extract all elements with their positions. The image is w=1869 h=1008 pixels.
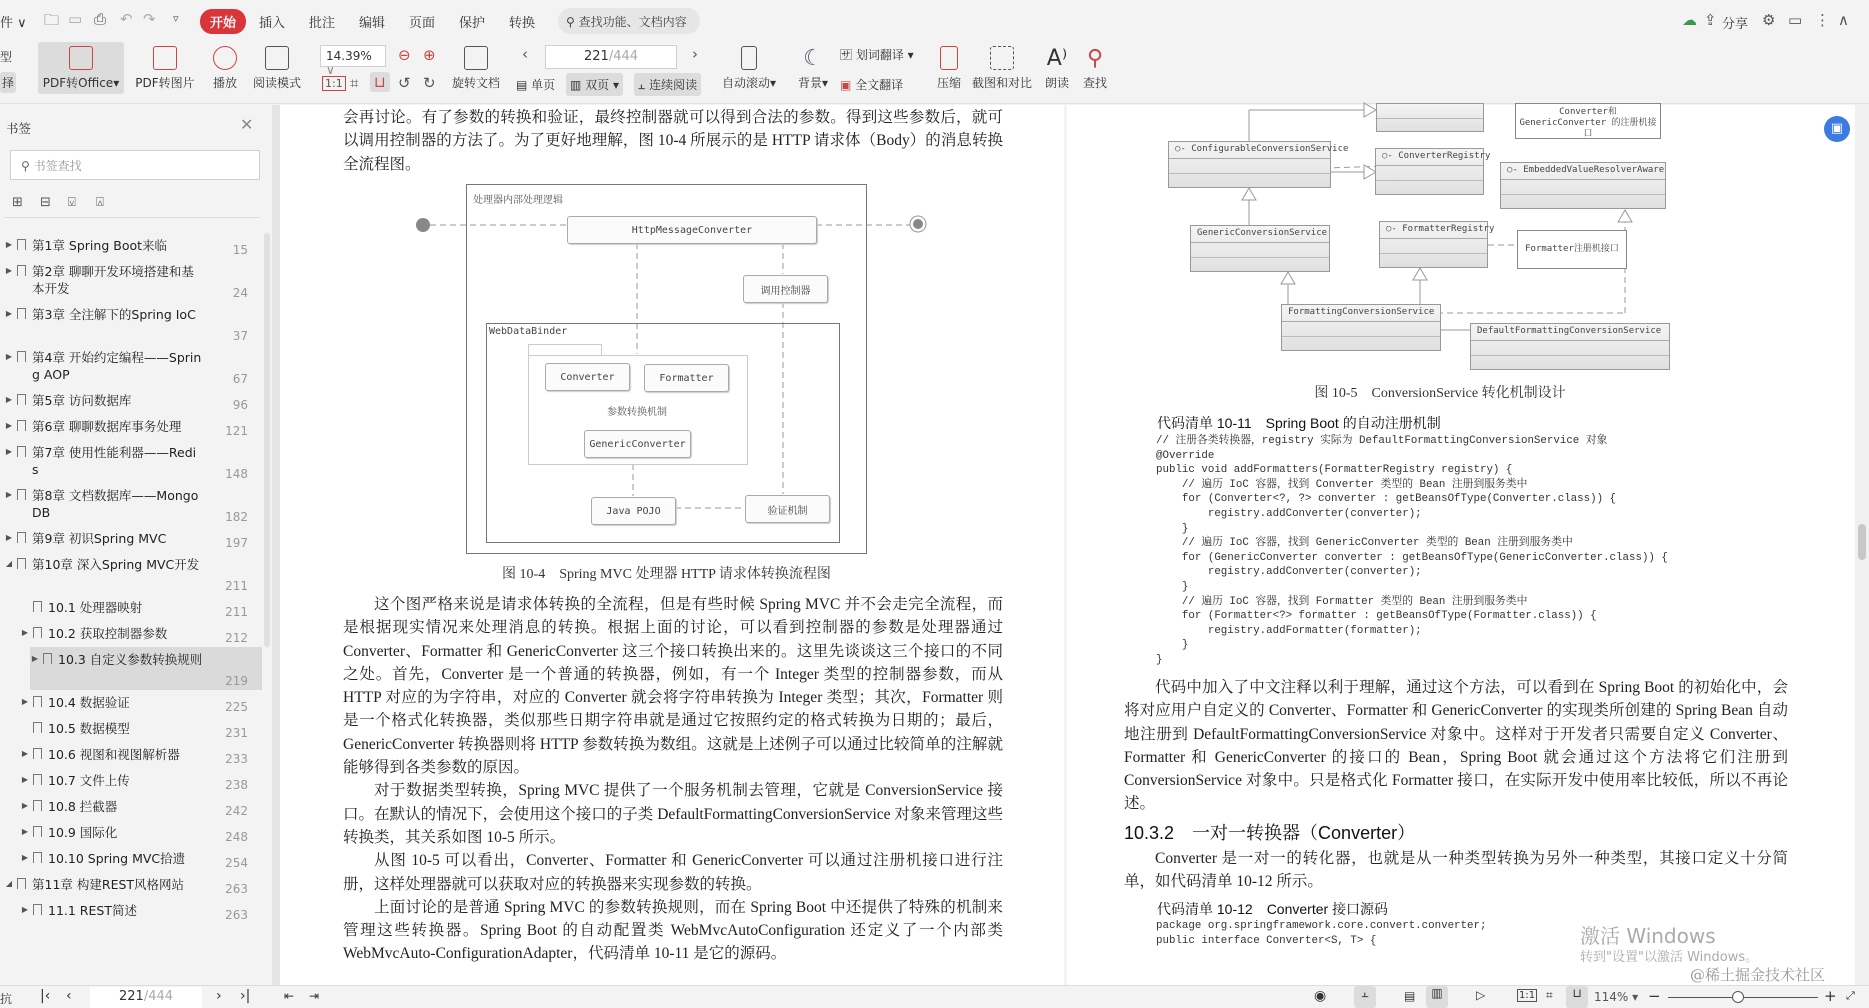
redo-icon[interactable]: ↷ <box>143 10 156 28</box>
panel-title: 书签 <box>6 121 32 136</box>
bookmark-page-number: 24 <box>232 286 248 300</box>
zoom-in-icon[interactable]: ⊕ <box>423 46 436 64</box>
tab-convert[interactable]: 转换 <box>509 16 536 31</box>
pdf-to-office-label: PDF转Office <box>42 76 114 90</box>
page-current: 221 <box>118 989 144 1004</box>
node-java-pojo: Java POJO <box>591 497 676 525</box>
comment-icon[interactable]: ▭ <box>1788 11 1803 29</box>
uml-formatting-conversion-service: FormattingConversionService <box>1281 304 1441 351</box>
webdatabinder-label: WebDataBinder <box>489 326 568 337</box>
code-line: registry.addConverter(converter); <box>1156 566 1422 579</box>
zoom-in-button[interactable]: + <box>1824 987 1837 1005</box>
bookmark-label: 10.6 视图和视图解析器 <box>48 747 180 762</box>
single-page-label: 单页 <box>531 78 556 92</box>
status-page-input[interactable] <box>90 987 202 1008</box>
expand-arrow-icon[interactable]: ◢ <box>5 559 13 568</box>
bookmark-label: 10.2 获取控制器参数 <box>48 626 168 641</box>
code-line: } <box>1156 580 1189 593</box>
expand-arrow-icon[interactable]: ▶ <box>5 309 13 318</box>
bookmark-label: 第10章 深入Spring MVC开发 <box>32 557 200 572</box>
expand-arrow-icon[interactable]: ▶ <box>5 352 13 361</box>
settings-icon[interactable]: ⚙ <box>1762 11 1776 29</box>
paragraph: 这个图严格来说是请求体转换的全流程，但是有些时候 Spring MVC 并不会走完全流程，而是根据现实情况来处理消息的转换。根据上面的讨论，可以看到控制器的参数是处理器通过 Converter、Formatter 和 GenericConverter 这三个接口转换出来的。这里先谈谈这三个接口的不同之处。首先，Converter 是一个普通的转换器，例如，有一个 Integer 类型的控制器参数，而从 HTTP 对应的为字符串，对应的 Converter 就会将字符串转换为 Integer 类型；其次，Formatter 则是一个格式化转换器，类似那些日期字符串就是通过它按照约定的格式转换为日期的；最后，GenericConverter 转换器则将 HTTP 参数转换为数组。这就是上述例子可以通过比较简单的注解就能够得到各类参数的原因。 <box>343 596 1003 777</box>
zoom-value: 114% <box>1594 990 1629 1004</box>
code-line: // 遍历 IoC 容器，找到 GenericConverter 类型的 Bean 注册到服务类中 <box>1156 537 1573 550</box>
bookmark-label: 第11章 构建REST风格网站 <box>32 877 185 892</box>
left-page-body <box>343 593 1003 966</box>
next-page-icon[interactable]: › <box>692 45 698 63</box>
magnifier-icon: ⚲ <box>1086 46 1104 71</box>
double-page-icon[interactable]: ▥ <box>1426 986 1448 1008</box>
activation-watermark: 激活 Windows <box>1580 924 1716 948</box>
paragraph: 对于数据类型转换，Spring MVC 提供了一个服务机制去管理，它就是 ConversionService 接口。在默认的情况下，会使用这个接口的子类 DefaultFormattingConversionService 对象来管理这些转换类，其关系如图 10-5 所示。 <box>343 782 1003 846</box>
single-page-button[interactable]: ▤ 单页 <box>516 78 556 92</box>
moon-icon: ☾ <box>803 46 823 71</box>
floating-assistant-button[interactable]: ▣ <box>1824 116 1850 142</box>
compress-label: 压缩 <box>936 76 961 90</box>
fit-page-icon[interactable]: ⌗ <box>350 74 359 92</box>
bookmark-page-number: 15 <box>232 243 248 257</box>
expand-arrow-icon[interactable]: ▶ <box>21 905 29 914</box>
bookmark-page-number: 197 <box>225 536 248 550</box>
last-page-icon[interactable]: ›| <box>240 988 251 1004</box>
pdf-to-office-button[interactable]: PDF转Office▾ <box>38 42 124 94</box>
read-mode-label: 阅读模式 <box>252 76 301 90</box>
bookmark-label: 第5章 访问数据库 <box>32 393 132 408</box>
collapse-ribbon-icon[interactable]: ∧ <box>1838 11 1849 29</box>
expand-arrow-icon[interactable]: ▶ <box>5 395 13 404</box>
next-page-icon[interactable]: › <box>216 988 222 1004</box>
undo-icon[interactable]: ↶ <box>120 10 133 28</box>
bookmark-page-number: 121 <box>225 424 248 438</box>
double-page-button[interactable]: ▥ 双页 ▾ <box>566 73 623 96</box>
paragraph-text: 代码中加入了中文注释以利于理解，通过这个方法，可以看到在 Spring Boot 的初始化中，会将对应用户自定义的 Converter、Formatter 和 GenericConverter 的实现类所创建的 Spring Bean 自动地注册到 DefaultFormattingConversionService 对象中。这样对于开发者只需要自定义 Converter、Formatter 和 GenericConverter 的接口的 Bean，Spring Boot 就会通过这个方法将它们注册到 ConversionService 对象中。只是格式化 Formatter 接口，在实际开发中使用率比较低，所以不再论述。 <box>1124 679 1788 813</box>
code-line: } <box>1156 522 1189 535</box>
expand-arrow-icon[interactable]: ▶ <box>21 827 29 836</box>
frame-label: 处理器内部处理逻辑 <box>473 195 563 206</box>
close-icon[interactable]: ✕ <box>240 115 254 134</box>
search-icon: ⚲ <box>566 15 579 29</box>
more-icon[interactable]: ⋮ <box>1815 11 1830 29</box>
expand-arrow-icon[interactable]: ▶ <box>21 749 29 758</box>
auto-scroll-label: 自动滚动 <box>721 76 770 90</box>
figure-10-4 <box>466 184 867 554</box>
sidebar-expand-icon[interactable]: ⇥ <box>309 989 320 1003</box>
expand-arrow-icon[interactable]: ▶ <box>21 628 29 637</box>
status-cut-label: 抗 <box>0 992 13 1006</box>
status-bar <box>0 985 1869 1008</box>
auto-scroll-button[interactable]: 自动滚动▾ <box>716 46 782 91</box>
eye-protection-icon[interactable]: ◉ <box>1314 988 1327 1004</box>
node-http-message-converter: HttpMessageConverter <box>567 216 817 244</box>
code-line: for (Converter<?, ?> converter : getBeansOfType(Converter.class)) { <box>1156 493 1617 506</box>
continuous-view-icon[interactable]: ⫠ <box>1354 986 1376 1008</box>
expand-arrow-icon[interactable]: ▶ <box>5 490 13 499</box>
bookmark-page-number: 37 <box>232 329 248 343</box>
section-heading: 10.3.2 一对一转换器（Converter） <box>1124 822 1416 843</box>
uml-configurable-conversion-service: ○- ConfigurableConversionService <box>1168 141 1331 188</box>
bookmark-page-number: 248 <box>225 830 248 844</box>
print-icon[interactable]: ⎙ <box>94 10 107 28</box>
paragraph-text: 会再讨论。有了参数的转换和验证，最终控制器就可以得到合法的参数。得到这些参数后，就可以调用控制器的方法了。为了更好地理解，图 10-4 所展示的是 HTTP 请求体（Body）的消息转换全流程图。 <box>343 109 1003 173</box>
search-icon: ⚲ <box>21 159 34 173</box>
bookmark-label: 10.10 Spring MVC拾遗 <box>48 851 186 866</box>
expand-all-icon[interactable]: ⊞ <box>12 195 23 210</box>
scrollbar-thumb[interactable] <box>1858 524 1866 560</box>
paragraph-text: Converter 是一对一的转化器，也就是从一种类型转换为另外一种类型，其接口定义十分简单，如代码清单 10-12 所示。 <box>1124 849 1788 891</box>
code-line: // 遍历 IoC 容器，找到 Formatter 类型的 Bean 注册到服务类中 <box>1156 595 1528 608</box>
code-line: // 注册各类转换器，registry 实际为 DefaultFormattingConversionService 对象 <box>1156 435 1608 447</box>
tab-edit[interactable]: 编辑 <box>359 16 386 31</box>
bookmark-label: 第6章 聊聊数据库事务处理 <box>32 419 182 434</box>
expand-arrow-icon[interactable]: ▶ <box>5 266 13 275</box>
vertical-scrollbar[interactable] <box>1855 105 1869 985</box>
code-line: } <box>1156 653 1163 666</box>
node-generic-converter: GenericConverter <box>584 430 691 458</box>
expand-arrow-icon[interactable]: ▶ <box>21 697 29 706</box>
right-page-body <box>1124 676 1788 949</box>
background-label: 背景 <box>797 76 822 90</box>
uml-formatter-registry: ○- FormatterRegistry <box>1379 221 1488 268</box>
first-page-icon[interactable]: |‹ <box>40 988 51 1004</box>
full-translate-label: 全文翻译 <box>855 78 904 92</box>
node-validation: 验证机制 <box>745 495 830 523</box>
cut-label[interactable]: 型 <box>0 50 13 64</box>
activation-hint: 转到"设置"以激活 Windows。 <box>1580 950 1759 965</box>
zoom-value: 14.39% <box>326 49 372 63</box>
bookmark-label: 第2章 聊聊开发环境搭建和基本开发 <box>32 264 194 296</box>
file-menu[interactable]: 件 ∨ <box>0 16 27 31</box>
fit-width-icon[interactable]: ⊔ <box>370 72 390 92</box>
prev-page-icon[interactable]: ‹ <box>66 988 72 1004</box>
paragraph <box>1124 676 1788 816</box>
play-icon[interactable]: ▷ <box>1476 988 1486 1002</box>
read-aloud-icon: A⁾ <box>1046 46 1068 71</box>
zoom-slider-handle[interactable] <box>1732 991 1744 1003</box>
bookmark-page-number: 233 <box>225 752 248 766</box>
status-zoom-select[interactable]: 114% ▾ <box>1594 990 1639 1004</box>
expand-arrow-icon[interactable]: ▶ <box>21 801 29 810</box>
node-invoke-controller: 调用控制器 <box>743 275 828 303</box>
code-line: package org.springframework.core.convert.converter; <box>1156 920 1487 933</box>
bookmark-search-input[interactable]: ⚲ 书签查找 <box>10 150 260 180</box>
collapse-all-icon[interactable]: ⊟ <box>40 195 51 210</box>
bookmark-page-number: 263 <box>225 908 248 922</box>
rotate-right-icon[interactable]: ↻ <box>423 74 436 92</box>
continuous-reading-button[interactable]: ⫠ 连续阅读 <box>634 73 701 96</box>
bookmark-page-number: 238 <box>225 778 248 792</box>
bookmark-label: 10.7 文件上传 <box>48 773 130 788</box>
uml-note-formatter: Formatter注册机接口 <box>1517 230 1627 269</box>
full-translate-button[interactable]: ▣ 全文翻译 <box>840 78 904 92</box>
bookmark-page-number: 231 <box>225 726 248 740</box>
bookmark-page-number: 212 <box>225 631 248 645</box>
uml-default-formatting-conversion-service: DefaultFormattingConversionService <box>1470 323 1670 370</box>
code-line: registry.addFormatter(formatter); <box>1156 624 1422 637</box>
code-line: } <box>1156 639 1189 652</box>
chevron-down-icon: ∨ <box>326 63 335 77</box>
expand-arrow-icon[interactable]: ▶ <box>5 447 13 456</box>
page-total: /444 <box>608 49 639 64</box>
bookmark-label: 10.8 拦截器 <box>48 799 118 814</box>
tab-start[interactable]: 开始 <box>200 9 246 34</box>
bookmark-label: 第9章 初识Spring MVC <box>32 531 167 546</box>
cut-label-select[interactable]: 择 <box>0 72 16 93</box>
expand-arrow-icon[interactable]: ▶ <box>5 533 13 542</box>
find-label: 查找 <box>1082 76 1107 90</box>
bookmark-page-number: 225 <box>225 700 248 714</box>
play-label: 播放 <box>212 76 237 90</box>
uml-embedded-value-resolver-aware: ○- EmbeddedValueResolverAware <box>1500 162 1666 209</box>
code-listing <box>1156 434 1668 668</box>
bookmark-icon[interactable]: ⍓ <box>96 195 104 210</box>
node-converter: Converter <box>545 363 630 391</box>
actual-size-icon[interactable]: 1:1 <box>322 76 346 91</box>
code-line: registry.addConverter(converter); <box>1156 507 1422 520</box>
prev-page-icon[interactable]: ‹ <box>522 45 528 63</box>
uml-note-registry: Converter和GenericConverter 的注册机接口 <box>1515 103 1661 139</box>
page-total: /444 <box>143 989 174 1004</box>
bookmark-label: 11.1 REST简述 <box>48 903 137 918</box>
code-line: @Override <box>1156 449 1215 462</box>
bookmark-page-number: 148 <box>225 467 248 481</box>
code-line: for (GenericConverter converter : getBeansOfType(GenericConverter.class)) { <box>1156 551 1668 564</box>
zoom-out-button[interactable]: − <box>1648 987 1661 1005</box>
actual-size-icon[interactable]: 1:1 <box>1519 990 1536 1001</box>
zoom-out-icon[interactable]: ⊖ <box>398 46 411 64</box>
tab-protect[interactable]: 保护 <box>459 16 486 31</box>
site-watermark: @稀土掘金技术社区 <box>1690 966 1826 984</box>
bookmark-label: 第7章 使用性能利器——Redis <box>32 445 197 477</box>
feature-search[interactable]: ⚲ 查找功能、文档内容 <box>558 8 700 34</box>
share-icon[interactable]: ⇪ <box>1704 11 1717 29</box>
bookmark-label: 第3章 全注解下的Spring IoC <box>32 307 196 322</box>
bookmark-page-number: 254 <box>225 856 248 870</box>
node-formatter: Formatter <box>644 364 729 392</box>
uml-class-top <box>1376 103 1484 132</box>
add-bookmark-icon[interactable]: ⍌ <box>68 195 76 210</box>
bookmark-page-number: 211 <box>225 579 248 593</box>
bookmark-page-number: 67 <box>232 372 248 386</box>
bookmark-page-number: 182 <box>225 510 248 524</box>
bookmark-label: 第1章 Spring Boot来临 <box>32 238 168 253</box>
expand-arrow-icon[interactable]: ▶ <box>5 421 13 430</box>
listing-title: 代码清单 10-11 Spring Boot 的自动注册机制 <box>1157 415 1441 431</box>
word-translate-label: 划词翻译 <box>855 48 904 62</box>
paragraph: 从图 10-5 可以看出，Converter、Formatter 和 GenericConverter 可以通过注册机接口进行注册，这样处理器就可以获取对应的转换器来实现参数的转换。 <box>343 852 1003 893</box>
rotate-label: 旋转文档 <box>451 76 500 90</box>
continuous-label: 连续阅读 <box>649 78 698 92</box>
tab-annotate[interactable]: 批注 <box>309 16 336 31</box>
bookmark-label: 10.9 国际化 <box>48 825 118 840</box>
bookmark-page-number: 263 <box>225 882 248 896</box>
pdf-to-image-label: PDF转图片 <box>135 76 195 90</box>
bookmark-label: 第8章 文档数据库——MongoDB <box>32 488 199 520</box>
code-line: public interface Converter<S, T> { <box>1156 934 1377 947</box>
background-button[interactable]: ☾ 背景▾ <box>794 46 832 91</box>
fit-width-icon[interactable]: ⊔ <box>1566 986 1588 1008</box>
paragraph <box>1124 847 1788 894</box>
bookmark-page-number: 96 <box>232 398 248 412</box>
tab-page[interactable]: 页面 <box>409 16 436 31</box>
expand-arrow-icon[interactable]: ▶ <box>31 654 39 663</box>
sidebar-toggle-icon[interactable]: ⇤ <box>284 989 295 1003</box>
bookmark-label: 10.5 数据模型 <box>48 721 130 736</box>
bookmark-page-number: 211 <box>225 605 248 619</box>
bookmark-page-number: 242 <box>225 804 248 818</box>
expand-arrow-icon[interactable]: ◢ <box>5 879 13 888</box>
uml-converter-registry: ○- ConverterRegistry <box>1375 148 1484 195</box>
bookmark-label: 10.4 数据验证 <box>48 695 130 710</box>
paragraph: 上面讨论的是普通 Spring MVC 的参数转换规则，而在 Spring Boot 中还提供了特殊的机制来管理这些转换器。Spring Boot 的自动配置类 WebMvcAutoConfiguration 还定义了一个内部类 WebMvcAuto-ConfigurationAdapter，代码清单 10-11 是它的源码。 <box>343 898 1003 963</box>
save-icon[interactable]: ▭ <box>68 10 83 28</box>
tab-insert[interactable]: 插入 <box>259 16 286 31</box>
code-line: public void addFormatters(FormatterRegistry registry) { <box>1156 464 1513 477</box>
single-page-icon[interactable]: ▤ <box>1404 989 1416 1003</box>
bookmark-page-number: 219 <box>225 674 248 688</box>
uml-generic-conversion-service: GenericConversionService <box>1190 225 1330 272</box>
screenshot-compare-label: 截图和对比 <box>971 76 1032 90</box>
bookmark-label: 10.1 处理器映射 <box>48 600 143 615</box>
figure-caption: 图 10-4 Spring MVC 处理器 HTTP 请求体转换流程图 <box>502 567 831 582</box>
double-page-label: 双页 <box>585 78 610 92</box>
code-line: for (Formatter<?> formatter : getBeansOfType(Formatter.class)) { <box>1156 610 1597 623</box>
rotate-left-icon[interactable]: ↺ <box>398 74 411 92</box>
bookmark-label: 10.3 自定义参数转换规则 <box>58 652 203 667</box>
word-translate-button[interactable]: 🈂 划词翻译 ▾ <box>840 48 914 62</box>
fit-page-icon[interactable]: ⌗ <box>1546 988 1553 1002</box>
expand-arrow-icon[interactable]: ▶ <box>21 775 29 784</box>
fullscreen-icon[interactable]: ⤢ <box>1846 989 1855 1002</box>
figure-caption: 图 10-5 ConversionService 转化机制设计 <box>1314 386 1566 401</box>
expand-arrow-icon[interactable]: ▶ <box>21 853 29 862</box>
bookmark-label: 第4章 开始约定编程——Spring AOP <box>32 350 202 382</box>
customize-icon[interactable]: ▿ <box>173 12 179 25</box>
listing-title: 代码清单 10-12 Converter 接口源码 <box>1157 901 1389 918</box>
page-current: 221 <box>583 49 609 64</box>
read-aloud-label: 朗读 <box>1044 76 1069 90</box>
code-line: // 遍历 IoC 容器，找到 Converter 类型的 Bean 注册到服务类中 <box>1156 478 1528 491</box>
open-icon[interactable]: 🗀 <box>44 11 60 29</box>
cloud-sync-icon[interactable]: ☁ <box>1682 11 1697 29</box>
expand-arrow-icon[interactable]: ▶ <box>5 240 13 249</box>
mechanism-label: 参数转换机制 <box>607 407 667 418</box>
share-button[interactable]: 分享 <box>1722 17 1749 32</box>
